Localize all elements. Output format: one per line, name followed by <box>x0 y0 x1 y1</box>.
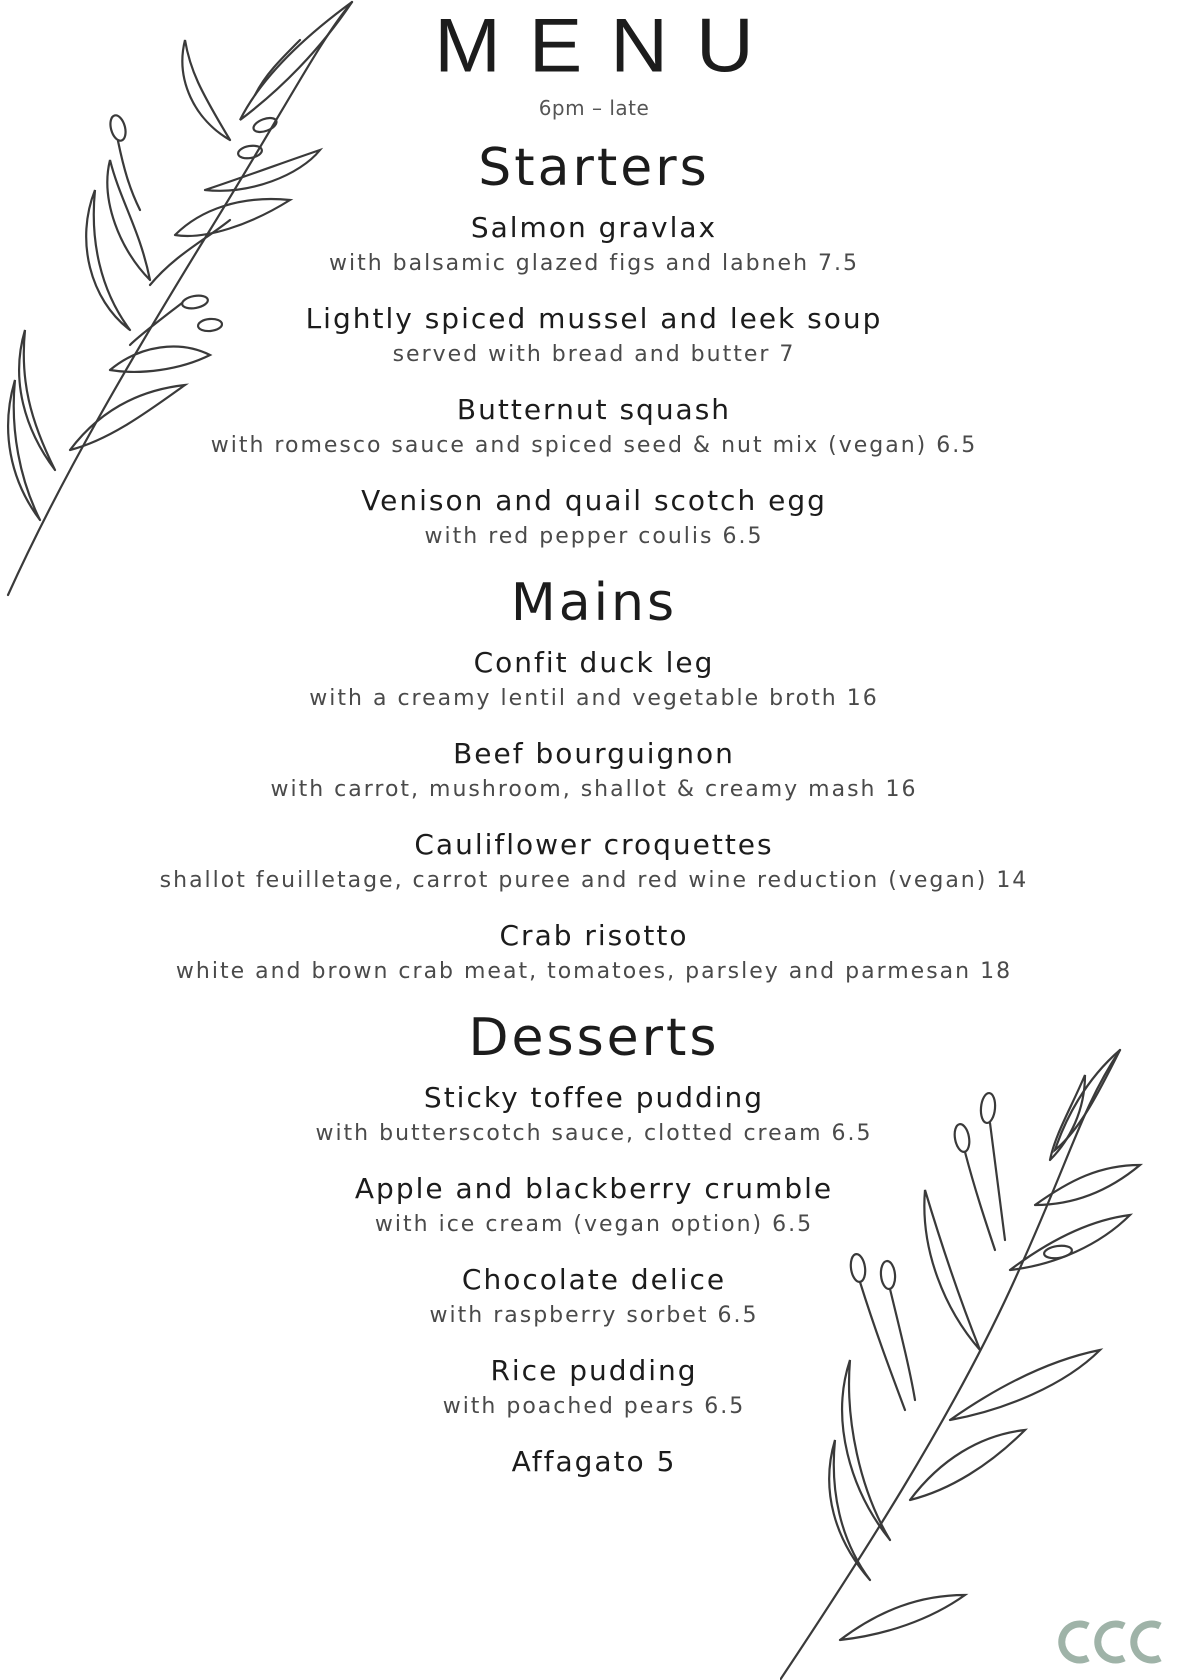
dish-name: Butternut squash <box>456 393 732 426</box>
menu-item <box>0 1353 1188 1425</box>
dish-description: with poached pears 6.5 <box>442 1394 746 1419</box>
section-title-mains: Mains <box>510 573 678 633</box>
dish-name: Salmon gravlax <box>470 211 718 244</box>
dish-name: Apple and blackberry crumble <box>354 1172 834 1205</box>
menu-item <box>0 1080 1188 1152</box>
menu-item <box>0 1262 1188 1334</box>
dish-name: Beef bourguignon <box>453 737 735 770</box>
menu-item <box>0 918 1188 990</box>
menu-item <box>0 483 1188 555</box>
dish-description: with red pepper coulis 6.5 <box>424 524 764 549</box>
dish-description: with balsamic glazed figs and labneh 7.5 <box>328 251 860 276</box>
menu-item <box>0 1171 1188 1243</box>
dish-description: with butterscotch sauce, clotted cream 6.5 <box>315 1121 873 1146</box>
section-title-desserts: Desserts <box>468 1008 720 1068</box>
menu-item <box>0 736 1188 808</box>
dish-name: Chocolate delice <box>461 1263 727 1296</box>
menu-item <box>0 645 1188 717</box>
dish-description: white and brown crab meat, tomatoes, parsley and parmesan 18 <box>175 959 1013 984</box>
dish-description: with a creamy lentil and vegetable broth 16 <box>309 686 879 711</box>
dish-name: Crab risotto <box>499 919 689 952</box>
dish-name: Rice pudding <box>490 1354 698 1387</box>
opening-hours: 6pm – late <box>538 96 650 120</box>
dish-name: Affagato 5 <box>511 1445 677 1478</box>
dish-name: Lightly spiced mussel and leek soup <box>305 302 883 335</box>
dish-name: Venison and quail scotch egg <box>361 484 827 517</box>
dish-name: Sticky toffee pudding <box>423 1081 765 1114</box>
page-title: MENU <box>434 3 782 88</box>
menu-item <box>0 210 1188 282</box>
dish-name: Confit duck leg <box>473 646 715 679</box>
menu-item <box>0 301 1188 373</box>
dish-description: shallot feuilletage, carrot puree and red wine reduction (vegan) 14 <box>159 868 1029 893</box>
section-desserts <box>0 1008 1188 1480</box>
dish-description: with ice cream (vegan option) 6.5 <box>374 1212 814 1237</box>
section-starters <box>0 138 1188 555</box>
dish-name: Cauliflower croquettes <box>414 828 774 861</box>
dish-description: with raspberry sorbet 6.5 <box>429 1303 759 1328</box>
dish-description: with romesco sauce and spiced seed & nut mix (vegan) 6.5 <box>210 433 978 458</box>
menu-item <box>0 392 1188 464</box>
section-title-starters: Starters <box>478 138 710 198</box>
dish-description: served with bread and butter 7 <box>392 342 796 367</box>
menu-item <box>0 827 1188 899</box>
section-mains <box>0 573 1188 990</box>
dish-description: with carrot, mushroom, shallot & creamy mash 16 <box>270 777 918 802</box>
ccc-logo <box>1054 1612 1174 1672</box>
menu-item <box>0 1444 1188 1480</box>
